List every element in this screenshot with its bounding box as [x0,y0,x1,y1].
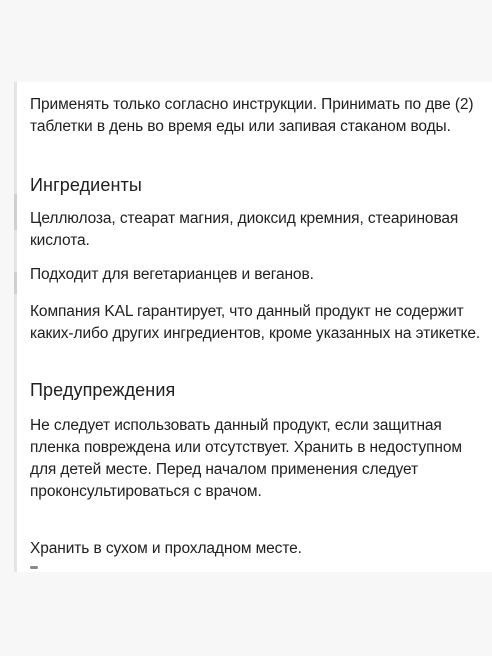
usage-instructions: Применять только согласно инструкции. Принимать по две (2) таблетки в день во время еды или запивая стаканом воды. [30,96,474,135]
storage-instructions: Хранить в сухом и прохладном месте. [30,540,302,557]
product-info-screen [14,82,492,572]
cut-off-text-fragment [30,566,38,569]
edge-marker [14,194,17,230]
ingredients-list: Целлюлоза, стеарат магния, диоксид кремния, стеариновая кислота. [30,210,459,249]
ingredients-heading: Ингредиенты [30,175,142,195]
warnings-text: Не следует использовать данный продукт, если защитная пленка повреждена или отсутствует. Хранить в недоступном для детей месте. Перед началом применения следует проконсультироваться с врачом. [30,417,462,500]
scroll-edge [14,82,17,572]
warnings-heading: Предупреждения [30,380,176,400]
ingredients-guarantee: Компания KAL гарантирует, что данный продукт не содержит каких-либо других ингредиентов, кроме указанных на этикетке. [30,303,481,342]
vegan-suitability: Подходит для вегетарианцев и веганов. [30,266,314,283]
edge-marker [14,272,17,294]
